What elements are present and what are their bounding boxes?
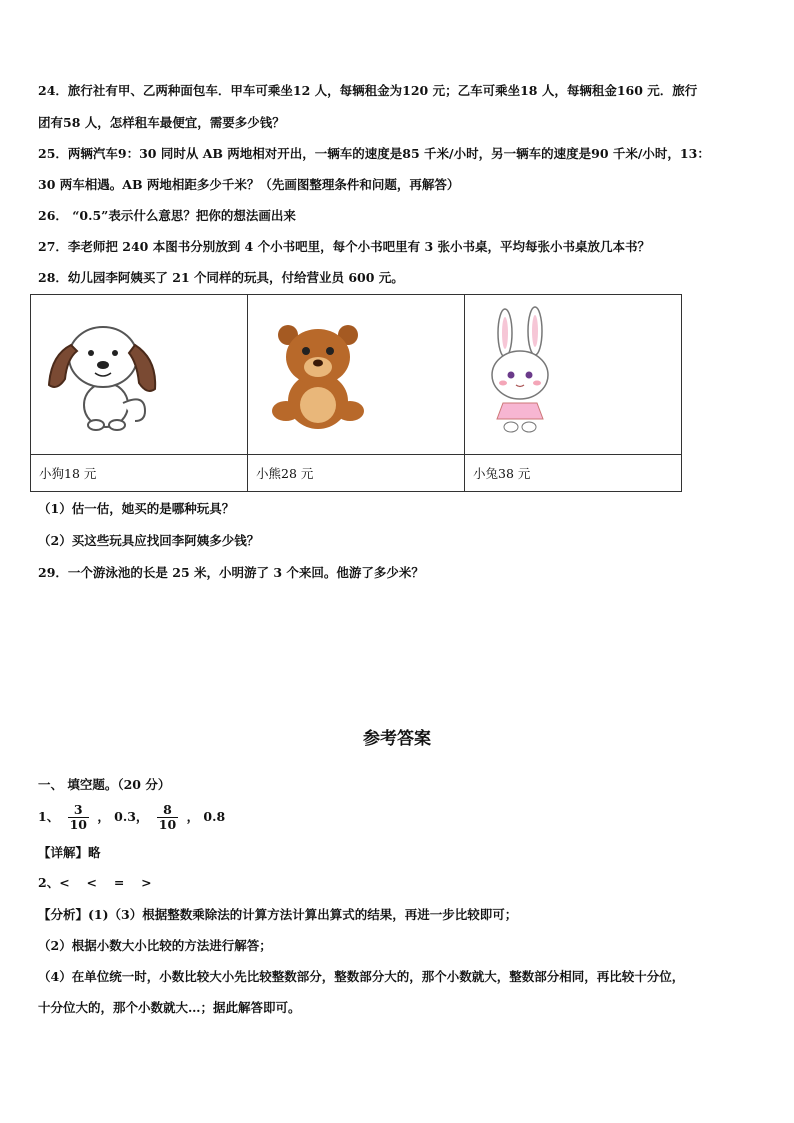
answer-2-analysis: 【分析】(1)（3）根据整数乘除法的计算方法计算出算式的结果，再进一步比较即可；	[38, 907, 518, 922]
question-28-sub2: （2）买这些玩具应找回李阿姨多少钱？	[38, 533, 260, 548]
question-26: 26． “0.5”表示什么意思？把你的想法画出来	[38, 208, 296, 223]
answers-title: 参考答案	[363, 729, 431, 749]
fraction-numerator: 3	[68, 803, 89, 818]
teddy-bear-picture-cell	[248, 295, 465, 455]
answer-1-fraction-2	[157, 803, 178, 832]
question-29: 29．一个游泳池的长是 25 米，小明游了 3 个来回。他游了多少米？	[38, 565, 424, 580]
answer-1-prefix: 1、	[38, 809, 60, 824]
question-25-line1: 25．两辆汽车9：30 同时从 AB 两地相对开出，一辆车的速度是85 千米/小时，另一辆车的速度是90 千米/小时，13：	[38, 146, 710, 161]
question-27: 27．李老师把 240 本图书分别放到 4 个小书吧里，每个小书吧里有 3 张小书桌，平均每张小书桌放几本书？	[38, 239, 650, 254]
bunny-picture-cell	[465, 295, 682, 455]
bunny-icon	[465, 295, 681, 451]
answer-2-line4: 十分位大的，那个小数就大…；据此解答即可。	[38, 1000, 301, 1015]
fraction-denominator: 10	[69, 817, 87, 832]
answer-2-line3: （4）在单位统一时，小数比较大小先比较整数部分，整数部分大的，那个小数就大，整数部分相同，再比较十分位，	[38, 969, 685, 984]
bunny-price-label: 小兔38 元	[465, 455, 682, 492]
answer-2: 2、< < = >	[38, 875, 152, 890]
answer-1	[38, 800, 225, 834]
answer-1-fraction-1	[68, 803, 89, 832]
teddy-bear-price-label: 小熊28 元	[248, 455, 465, 492]
question-28-sub1: （1）估一估，她买的是哪种玩具？	[38, 501, 235, 516]
puppy-icon	[31, 295, 247, 451]
answers-section-1: 一、 填空题。（20 分）	[38, 777, 171, 792]
fraction-denominator: 10	[158, 817, 177, 832]
answer-1-end: ， 0.8	[186, 809, 226, 824]
question-24-line1: 24．旅行社有甲、乙两种面包车．甲车可乘坐12 人，每辆租金为120 元；乙车可乘坐18 人，每辆租金160 元．旅行	[38, 83, 698, 98]
question-24-line2: 团有58 人，怎样租车最便宜，需要多少钱？	[38, 115, 285, 130]
answer-1-middle: ， 0.3，	[97, 809, 149, 824]
puppy-price-label: 小狗18 元	[31, 455, 248, 492]
answer-2-line2: （2）根据小数大小比较的方法进行解答；	[38, 938, 272, 953]
fraction-numerator: 8	[157, 803, 178, 818]
question-25-line2: 30 两车相遇。AB 两地相距多少千米？（先画图整理条件和问题，再解答）	[38, 177, 460, 192]
answer-1-detail: 【详解】略	[38, 845, 101, 860]
question-28: 28．幼儿园李阿姨买了 21 个同样的玩具，付给营业员 600 元。	[38, 270, 404, 285]
teddy-bear-icon	[248, 295, 464, 451]
puppy-picture-cell	[31, 295, 248, 455]
toy-price-table	[30, 294, 682, 492]
